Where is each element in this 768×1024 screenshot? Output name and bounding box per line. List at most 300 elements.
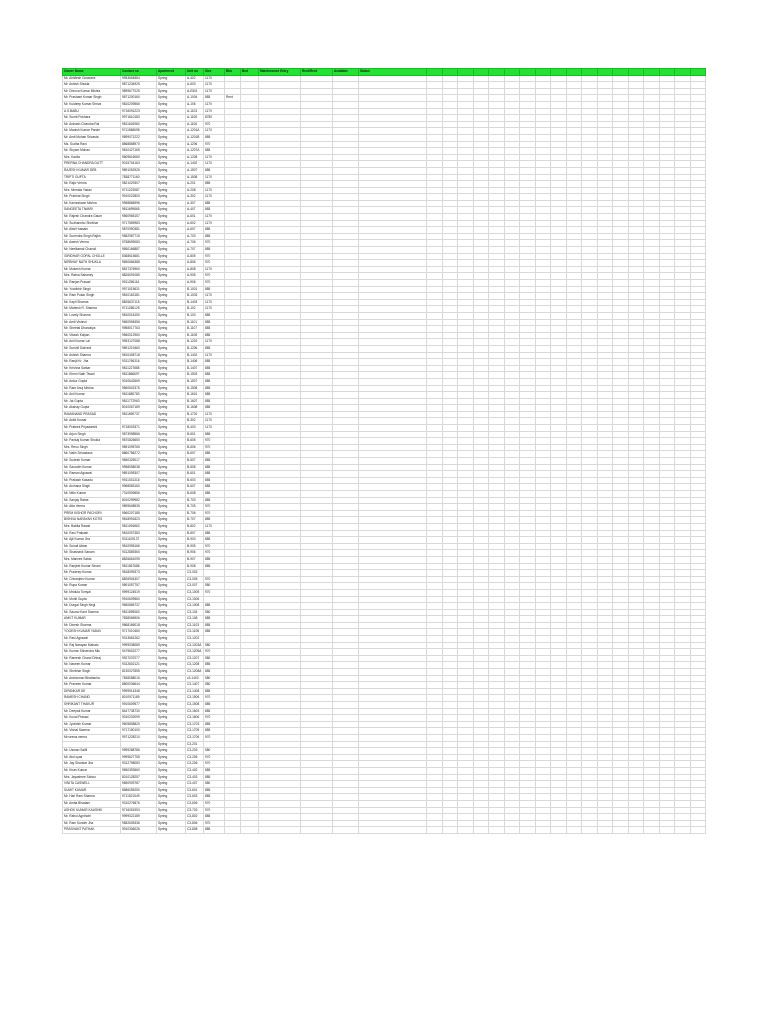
empty-cell[interactable]	[551, 273, 567, 280]
contact-no-cell[interactable]: 8130027855	[121, 669, 157, 676]
empty-cell[interactable]	[473, 253, 489, 260]
empty-cell[interactable]	[473, 800, 489, 807]
apartment-cell[interactable]: Spring	[157, 543, 186, 550]
empty-cell[interactable]	[520, 306, 536, 313]
empty-cell[interactable]	[690, 306, 706, 313]
empty-cell[interactable]	[473, 616, 489, 623]
empty-cell[interactable]	[504, 814, 520, 821]
empty-cell[interactable]	[520, 148, 536, 155]
empty-cell[interactable]	[644, 669, 660, 676]
empty-cell[interactable]	[458, 299, 474, 306]
empty-cell[interactable]	[427, 563, 443, 570]
bed-cell[interactable]	[241, 280, 259, 287]
empty-cell[interactable]	[675, 451, 691, 458]
empty-cell[interactable]	[659, 121, 675, 128]
empty-cell[interactable]	[427, 649, 443, 656]
empty-cell[interactable]	[690, 609, 706, 616]
maintenance-entry-cell[interactable]	[259, 794, 301, 801]
empty-cell[interactable]	[458, 339, 474, 346]
empty-cell[interactable]	[690, 214, 706, 221]
empty-cell[interactable]	[442, 603, 458, 610]
unit-no-cell[interactable]: C3-802	[186, 814, 204, 821]
available-cell[interactable]	[333, 88, 359, 95]
empty-cell[interactable]	[427, 280, 443, 287]
empty-cell[interactable]	[613, 622, 629, 629]
empty-cell[interactable]	[582, 273, 598, 280]
size-cell[interactable]: 885	[204, 372, 225, 379]
contact-no-cell[interactable]: 7838771160	[121, 174, 157, 181]
empty-cell[interactable]	[551, 695, 567, 702]
empty-cell[interactable]	[551, 200, 567, 207]
empty-cell[interactable]	[659, 622, 675, 629]
empty-cell[interactable]	[690, 411, 706, 418]
empty-cell[interactable]	[597, 827, 613, 834]
empty-cell[interactable]	[458, 286, 474, 293]
rent-cell[interactable]	[301, 161, 333, 168]
apartment-cell[interactable]: Spring	[157, 484, 186, 491]
empty-cell[interactable]	[473, 95, 489, 102]
empty-cell[interactable]	[659, 721, 675, 728]
owner-name-cell[interactable]: Mr. Jai Gupta	[63, 398, 121, 405]
empty-cell[interactable]	[613, 491, 629, 498]
empty-cell[interactable]	[566, 312, 582, 319]
empty-cell[interactable]	[458, 761, 474, 768]
rent-cell[interactable]	[301, 504, 333, 511]
maintenance-entry-cell[interactable]	[259, 312, 301, 319]
contact-no-cell[interactable]: 9650393560	[121, 767, 157, 774]
empty-cell[interactable]	[566, 115, 582, 122]
empty-cell[interactable]	[504, 721, 520, 728]
empty-cell[interactable]	[628, 800, 644, 807]
empty-cell[interactable]	[473, 543, 489, 550]
rent-cell[interactable]	[301, 794, 333, 801]
empty-cell[interactable]	[551, 431, 567, 438]
size-cell[interactable]: 885	[204, 629, 225, 636]
size-cell[interactable]: 885	[204, 491, 225, 498]
bhk-cell[interactable]	[225, 431, 241, 438]
maintenance-entry-cell[interactable]	[259, 800, 301, 807]
rent-cell[interactable]	[301, 669, 333, 676]
unit-no-cell[interactable]: B-906	[186, 550, 204, 557]
unit-no-cell[interactable]: B-605	[186, 438, 204, 445]
maintenance-entry-cell[interactable]	[259, 471, 301, 478]
unit-no-cell[interactable]: B-1508	[186, 385, 204, 392]
empty-cell[interactable]	[628, 537, 644, 544]
empty-cell[interactable]	[597, 550, 613, 557]
owner-name-cell[interactable]: Mr. Chiranjeev Kumar	[63, 576, 121, 583]
available-cell[interactable]	[333, 464, 359, 471]
available-cell[interactable]	[333, 385, 359, 392]
empty-cell[interactable]	[473, 477, 489, 484]
empty-cell[interactable]	[520, 312, 536, 319]
empty-cell[interactable]	[427, 517, 443, 524]
empty-cell[interactable]	[597, 497, 613, 504]
empty-cell[interactable]	[489, 702, 505, 709]
contact-no-cell[interactable]: 9560602376	[121, 385, 157, 392]
empty-cell[interactable]	[442, 715, 458, 722]
empty-cell[interactable]	[504, 629, 520, 636]
empty-cell[interactable]	[566, 458, 582, 465]
empty-cell[interactable]	[442, 570, 458, 577]
empty-cell[interactable]	[628, 141, 644, 148]
empty-cell[interactable]	[628, 392, 644, 399]
empty-cell[interactable]	[504, 794, 520, 801]
status-cell[interactable]	[359, 378, 427, 385]
empty-cell[interactable]	[675, 800, 691, 807]
empty-cell[interactable]	[659, 787, 675, 794]
empty-cell[interactable]	[675, 629, 691, 636]
bed-cell[interactable]	[241, 570, 259, 577]
empty-cell[interactable]	[489, 431, 505, 438]
unit-no-cell[interactable]: B-601	[186, 431, 204, 438]
empty-cell[interactable]	[535, 576, 551, 583]
contact-no-cell[interactable]: 8586055250	[121, 787, 157, 794]
contact-no-cell[interactable]: 9650994556	[121, 319, 157, 326]
status-cell[interactable]	[359, 530, 427, 537]
unit-no-cell[interactable]: C3-1202	[186, 636, 204, 643]
empty-cell[interactable]	[551, 688, 567, 695]
bhk-cell[interactable]	[225, 807, 241, 814]
available-cell[interactable]	[333, 319, 359, 326]
empty-cell[interactable]	[427, 286, 443, 293]
empty-cell[interactable]	[613, 425, 629, 432]
empty-cell[interactable]	[489, 721, 505, 728]
bhk-cell[interactable]	[225, 616, 241, 623]
rent-cell[interactable]	[301, 214, 333, 221]
empty-cell[interactable]	[504, 616, 520, 623]
status-cell[interactable]	[359, 260, 427, 267]
empty-cell[interactable]	[690, 359, 706, 366]
empty-cell[interactable]	[597, 82, 613, 89]
bed-cell[interactable]	[241, 312, 259, 319]
available-cell[interactable]	[333, 787, 359, 794]
empty-cell[interactable]	[489, 655, 505, 662]
apartment-cell[interactable]: Spring	[157, 734, 186, 741]
empty-cell[interactable]	[427, 233, 443, 240]
owner-name-cell[interactable]: Mr. Vishal Saxena	[63, 728, 121, 735]
unit-no-cell[interactable]: A-906	[186, 280, 204, 287]
available-cell[interactable]	[333, 622, 359, 629]
owner-name-cell[interactable]: Mr. Durgai Singh Negi	[63, 603, 121, 610]
empty-cell[interactable]	[613, 286, 629, 293]
empty-cell[interactable]	[690, 240, 706, 247]
empty-cell[interactable]	[489, 227, 505, 234]
empty-cell[interactable]	[520, 576, 536, 583]
empty-cell[interactable]	[473, 642, 489, 649]
bed-cell[interactable]	[241, 603, 259, 610]
empty-cell[interactable]	[489, 589, 505, 596]
contact-no-cell[interactable]: 9811680783	[121, 392, 157, 399]
apartment-cell[interactable]: Spring	[157, 655, 186, 662]
empty-cell[interactable]	[566, 702, 582, 709]
empty-cell[interactable]	[489, 491, 505, 498]
empty-cell[interactable]	[675, 174, 691, 181]
owner-name-cell[interactable]: YOGESH KUMAR YADAV	[63, 629, 121, 636]
header-empty[interactable]	[659, 69, 675, 76]
owner-name-cell[interactable]: A.S.BABU	[63, 108, 121, 115]
size-cell[interactable]: 885	[204, 497, 225, 504]
empty-cell[interactable]	[551, 754, 567, 761]
empty-cell[interactable]	[427, 761, 443, 768]
empty-cell[interactable]	[644, 200, 660, 207]
empty-cell[interactable]	[427, 609, 443, 616]
bed-cell[interactable]	[241, 161, 259, 168]
empty-cell[interactable]	[644, 306, 660, 313]
unit-no-cell[interactable]: C3-007	[186, 583, 204, 590]
apartment-cell[interactable]: Spring	[157, 425, 186, 432]
empty-cell[interactable]	[473, 576, 489, 583]
maintenance-entry-cell[interactable]	[259, 438, 301, 445]
empty-cell[interactable]	[690, 352, 706, 359]
rent-cell[interactable]	[301, 491, 333, 498]
maintenance-entry-cell[interactable]	[259, 326, 301, 333]
empty-cell[interactable]	[520, 372, 536, 379]
empty-cell[interactable]	[675, 207, 691, 214]
owner-name-cell[interactable]: Mr. Ravi Agrawal	[63, 636, 121, 643]
empty-cell[interactable]	[613, 181, 629, 188]
contact-no-cell[interactable]: 9811595563	[121, 609, 157, 616]
contact-no-cell[interactable]: 9999914348	[121, 688, 157, 695]
status-cell[interactable]	[359, 622, 427, 629]
contact-no-cell[interactable]: 8826091085	[121, 273, 157, 280]
empty-cell[interactable]	[504, 576, 520, 583]
status-cell[interactable]	[359, 655, 427, 662]
bhk-cell[interactable]	[225, 464, 241, 471]
empty-cell[interactable]	[551, 702, 567, 709]
empty-cell[interactable]	[690, 636, 706, 643]
empty-cell[interactable]	[582, 299, 598, 306]
apartment-cell[interactable]: Spring	[157, 530, 186, 537]
rent-cell[interactable]	[301, 603, 333, 610]
empty-cell[interactable]	[597, 649, 613, 656]
empty-cell[interactable]	[644, 339, 660, 346]
status-cell[interactable]	[359, 576, 427, 583]
size-cell[interactable]: 885	[204, 556, 225, 563]
empty-cell[interactable]	[535, 88, 551, 95]
rent-cell[interactable]	[301, 596, 333, 603]
apartment-cell[interactable]: Spring	[157, 82, 186, 89]
apartment-cell[interactable]: Spring	[157, 497, 186, 504]
empty-cell[interactable]	[613, 708, 629, 715]
contact-no-cell[interactable]: 9971610183	[121, 115, 157, 122]
empty-cell[interactable]	[566, 247, 582, 254]
empty-cell[interactable]	[489, 181, 505, 188]
rent-cell[interactable]	[301, 240, 333, 247]
empty-cell[interactable]	[551, 207, 567, 214]
empty-cell[interactable]	[613, 543, 629, 550]
empty-cell[interactable]	[520, 636, 536, 643]
empty-cell[interactable]	[458, 82, 474, 89]
maintenance-entry-cell[interactable]	[259, 365, 301, 372]
empty-cell[interactable]	[535, 523, 551, 530]
size-cell[interactable]: 885	[204, 669, 225, 676]
status-cell[interactable]	[359, 431, 427, 438]
empty-cell[interactable]	[504, 504, 520, 511]
empty-cell[interactable]	[473, 187, 489, 194]
empty-cell[interactable]	[489, 543, 505, 550]
apartment-cell[interactable]: Spring	[157, 523, 186, 530]
empty-cell[interactable]	[504, 240, 520, 247]
bhk-cell[interactable]	[225, 800, 241, 807]
apartment-cell[interactable]: Spring	[157, 444, 186, 451]
contact-no-cell[interactable]: 9711223587	[121, 187, 157, 194]
empty-cell[interactable]	[520, 715, 536, 722]
available-cell[interactable]	[333, 537, 359, 544]
maintenance-entry-cell[interactable]	[259, 477, 301, 484]
size-cell[interactable]: 970	[204, 240, 225, 247]
empty-cell[interactable]	[458, 517, 474, 524]
available-cell[interactable]	[333, 550, 359, 557]
empty-cell[interactable]	[520, 411, 536, 418]
empty-cell[interactable]	[644, 88, 660, 95]
maintenance-entry-cell[interactable]	[259, 95, 301, 102]
rent-cell[interactable]	[301, 253, 333, 260]
available-cell[interactable]	[333, 695, 359, 702]
empty-cell[interactable]	[489, 299, 505, 306]
unit-no-cell[interactable]: C3-1108	[186, 629, 204, 636]
empty-cell[interactable]	[659, 299, 675, 306]
size-cell[interactable]: 885	[204, 227, 225, 234]
empty-cell[interactable]	[566, 622, 582, 629]
bhk-cell[interactable]	[225, 523, 241, 530]
size-cell[interactable]: 580	[204, 781, 225, 788]
empty-cell[interactable]	[458, 220, 474, 227]
empty-cell[interactable]	[675, 220, 691, 227]
status-cell[interactable]	[359, 807, 427, 814]
empty-cell[interactable]	[535, 543, 551, 550]
empty-cell[interactable]	[597, 820, 613, 827]
apartment-cell[interactable]: Spring	[157, 458, 186, 465]
empty-cell[interactable]	[551, 556, 567, 563]
empty-cell[interactable]	[644, 359, 660, 366]
maintenance-entry-cell[interactable]	[259, 332, 301, 339]
empty-cell[interactable]	[644, 761, 660, 768]
empty-cell[interactable]	[659, 827, 675, 834]
empty-cell[interactable]	[566, 82, 582, 89]
empty-cell[interactable]	[597, 543, 613, 550]
empty-cell[interactable]	[489, 220, 505, 227]
header-empty[interactable]	[504, 69, 520, 76]
empty-cell[interactable]	[690, 669, 706, 676]
empty-cell[interactable]	[535, 207, 551, 214]
empty-cell[interactable]	[628, 95, 644, 102]
empty-cell[interactable]	[690, 688, 706, 695]
size-cell[interactable]: 970	[204, 280, 225, 287]
empty-cell[interactable]	[597, 174, 613, 181]
empty-cell[interactable]	[458, 134, 474, 141]
bhk-cell[interactable]	[225, 101, 241, 108]
unit-no-cell[interactable]: A-307	[186, 200, 204, 207]
empty-cell[interactable]	[520, 141, 536, 148]
contact-no-cell[interactable]: 9650166887	[121, 247, 157, 254]
empty-cell[interactable]	[582, 451, 598, 458]
empty-cell[interactable]	[582, 181, 598, 188]
bhk-cell[interactable]	[225, 451, 241, 458]
empty-cell[interactable]	[520, 781, 536, 788]
empty-cell[interactable]	[613, 702, 629, 709]
bhk-cell[interactable]	[225, 141, 241, 148]
empty-cell[interactable]	[535, 75, 551, 82]
size-cell[interactable]: 885	[204, 312, 225, 319]
size-cell[interactable]: 885	[204, 662, 225, 669]
empty-cell[interactable]	[473, 708, 489, 715]
status-cell[interactable]	[359, 167, 427, 174]
empty-cell[interactable]	[597, 629, 613, 636]
empty-cell[interactable]	[458, 570, 474, 577]
contact-no-cell[interactable]: 9899608535	[121, 504, 157, 511]
empty-cell[interactable]	[520, 181, 536, 188]
empty-cell[interactable]	[582, 233, 598, 240]
empty-cell[interactable]	[551, 385, 567, 392]
apartment-cell[interactable]: Spring	[157, 312, 186, 319]
bhk-cell[interactable]	[225, 748, 241, 755]
empty-cell[interactable]	[582, 286, 598, 293]
empty-cell[interactable]	[535, 121, 551, 128]
bhk-cell[interactable]	[225, 326, 241, 333]
rent-cell[interactable]	[301, 781, 333, 788]
bed-cell[interactable]	[241, 741, 259, 748]
empty-cell[interactable]	[659, 754, 675, 761]
bed-cell[interactable]	[241, 754, 259, 761]
empty-cell[interactable]	[659, 589, 675, 596]
size-cell[interactable]: 885	[204, 207, 225, 214]
bed-cell[interactable]	[241, 734, 259, 741]
contact-no-cell[interactable]: 9717010460	[121, 629, 157, 636]
empty-cell[interactable]	[644, 827, 660, 834]
empty-cell[interactable]	[566, 121, 582, 128]
unit-no-cell[interactable]: C3-203	[186, 748, 204, 755]
empty-cell[interactable]	[551, 636, 567, 643]
contact-no-cell[interactable]: 8826637115	[121, 299, 157, 306]
empty-cell[interactable]	[628, 688, 644, 695]
empty-cell[interactable]	[520, 200, 536, 207]
empty-cell[interactable]	[551, 543, 567, 550]
empty-cell[interactable]	[427, 800, 443, 807]
maintenance-entry-cell[interactable]	[259, 715, 301, 722]
maintenance-entry-cell[interactable]	[259, 655, 301, 662]
rent-cell[interactable]	[301, 319, 333, 326]
empty-cell[interactable]	[504, 458, 520, 465]
empty-cell[interactable]	[628, 675, 644, 682]
rent-cell[interactable]	[301, 385, 333, 392]
empty-cell[interactable]	[597, 781, 613, 788]
empty-cell[interactable]	[659, 477, 675, 484]
empty-cell[interactable]	[473, 240, 489, 247]
empty-cell[interactable]	[442, 339, 458, 346]
empty-cell[interactable]	[613, 655, 629, 662]
empty-cell[interactable]	[566, 293, 582, 300]
status-cell[interactable]	[359, 240, 427, 247]
size-cell[interactable]: 1170	[204, 418, 225, 425]
empty-cell[interactable]	[504, 471, 520, 478]
header-empty[interactable]	[613, 69, 629, 76]
empty-cell[interactable]	[489, 669, 505, 676]
empty-cell[interactable]	[597, 754, 613, 761]
empty-cell[interactable]	[504, 194, 520, 201]
empty-cell[interactable]	[628, 609, 644, 616]
contact-no-cell[interactable]: 9953127088	[121, 339, 157, 346]
available-cell[interactable]	[333, 425, 359, 432]
empty-cell[interactable]	[489, 174, 505, 181]
rent-cell[interactable]	[301, 563, 333, 570]
contact-no-cell[interactable]: 9811699865	[121, 207, 157, 214]
empty-cell[interactable]	[582, 372, 598, 379]
empty-cell[interactable]	[613, 774, 629, 781]
bed-cell[interactable]	[241, 220, 259, 227]
empty-cell[interactable]	[427, 662, 443, 669]
empty-cell[interactable]	[644, 662, 660, 669]
empty-cell[interactable]	[535, 491, 551, 498]
